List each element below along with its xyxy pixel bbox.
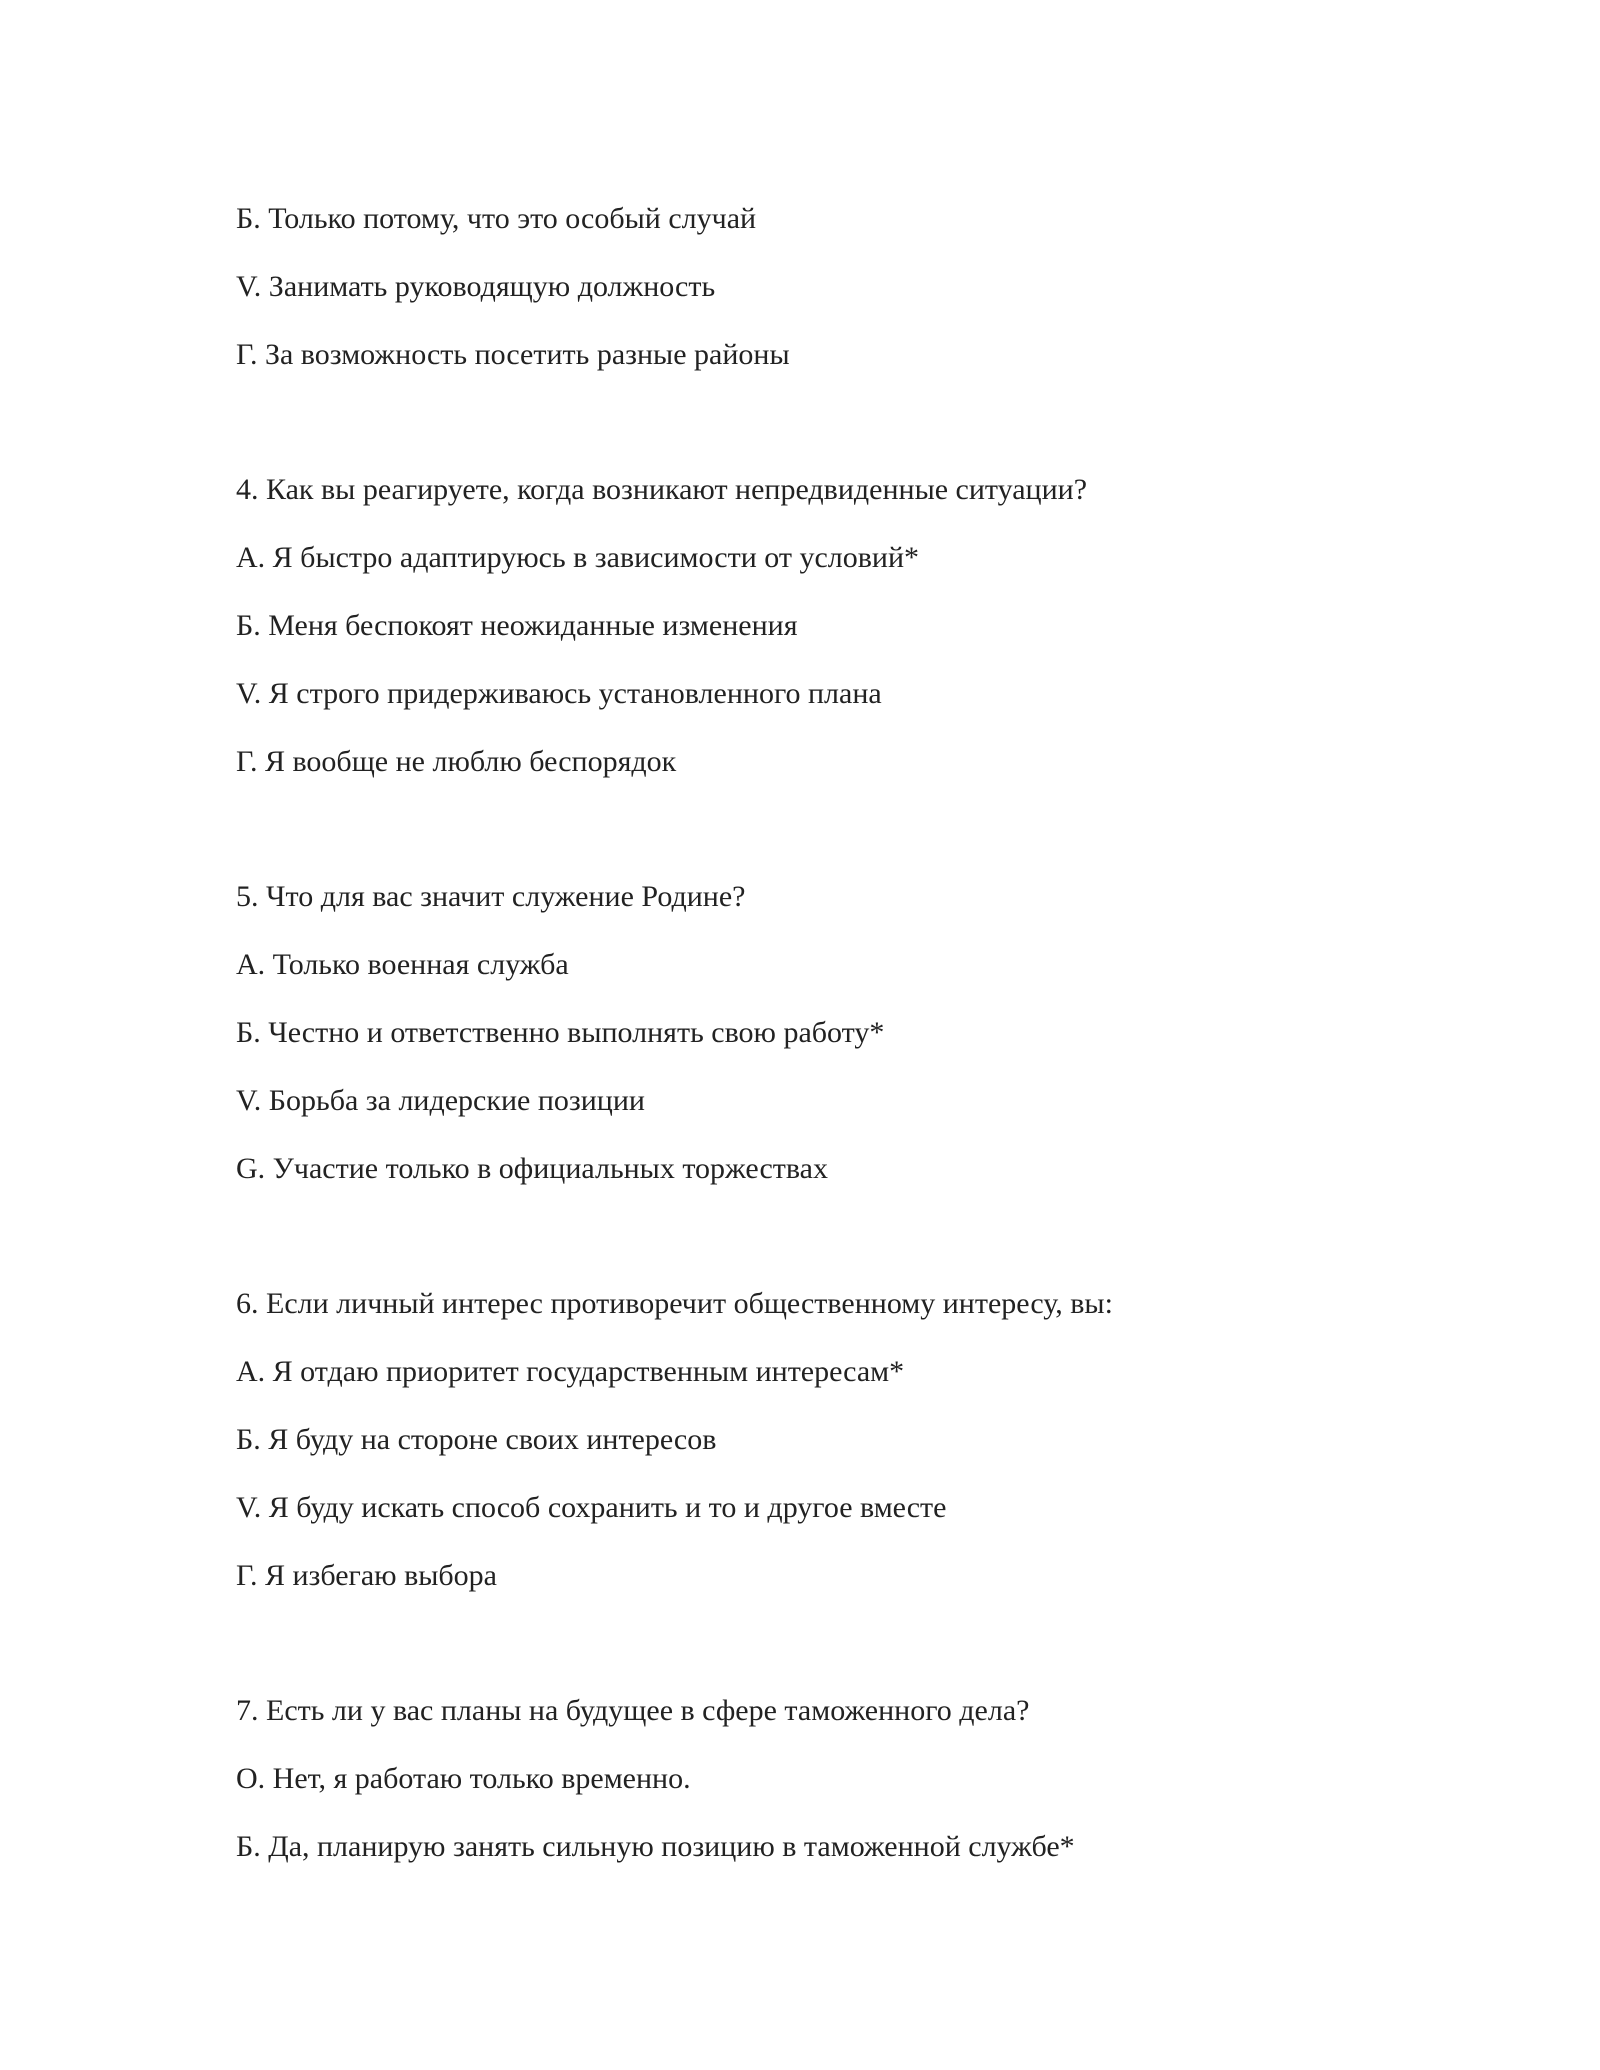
answer-option: V. Я строго придерживаюсь установленного плана (236, 677, 882, 710)
answer-option: O. Нет, я работаю только временно. (236, 1762, 691, 1795)
spacer (236, 1203, 1436, 1270)
answer-option: Б. Только потому, что это особый случай (236, 202, 757, 235)
answer-option: Г. Я избегаю выбора (236, 1559, 497, 1592)
question-block-7 (236, 1677, 1436, 1881)
answer-option: А. Я быстро адаптируюсь в зависимости от условий* (236, 541, 920, 574)
question-block-4 (236, 456, 1436, 796)
answer-option: А. Я отдаю приоритет государственным интересам* (236, 1355, 905, 1388)
question-block-3-continued (236, 185, 1436, 389)
spacer (236, 389, 1436, 456)
question-block-5 (236, 863, 1436, 1203)
answer-option: V. Я буду искать способ сохранить и то и другое вместе (236, 1491, 947, 1524)
answer-option: А. Только военная служба (236, 948, 569, 981)
question-text: 7. Есть ли у вас планы на будущее в сфере таможенного дела? (236, 1694, 1030, 1727)
answer-option: Г. Я вообще не люблю беспорядок (236, 745, 677, 778)
spacer (236, 796, 1436, 863)
answer-option: Г. За возможность посетить разные районы (236, 338, 790, 371)
answer-option: Б. Да, планирую занять сильную позицию в таможенной службе* (236, 1830, 1075, 1863)
answer-option: G. Участие только в официальных торжествах (236, 1152, 828, 1185)
question-text: 5. Что для вас значит служение Родине? (236, 880, 746, 913)
answer-option: Б. Меня беспокоят неожиданные изменения (236, 609, 798, 642)
answer-option: Б. Я буду на стороне своих интересов (236, 1423, 717, 1456)
question-text: 6. Если личный интерес противоречит общественному интересу, вы: (236, 1287, 1113, 1320)
question-block-6 (236, 1270, 1436, 1610)
question-text: 4. Как вы реагируете, когда возникают непредвиденные ситуации? (236, 473, 1088, 506)
answer-option: V. Занимать руководящую должность (236, 270, 716, 303)
answer-option: V. Борьба за лидерские позиции (236, 1084, 645, 1117)
questionnaire (236, 185, 1436, 1881)
answer-option: Б. Честно и ответственно выполнять свою работу* (236, 1016, 885, 1049)
spacer (236, 1610, 1436, 1677)
